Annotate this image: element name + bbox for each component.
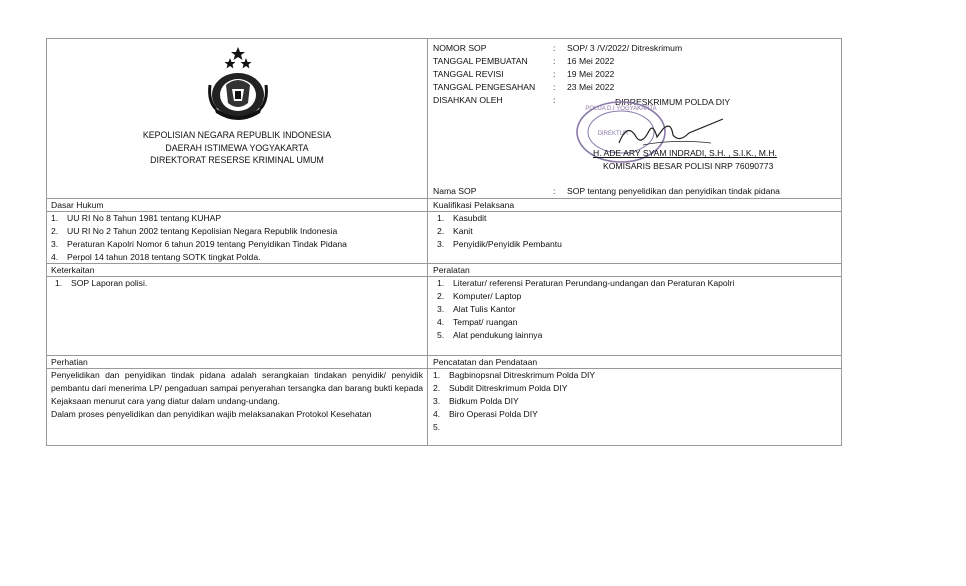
list-item: 3. Penyidik/Penyidik Pembantu — [437, 239, 562, 249]
perhatian-paragraph: Penyelidikan dan penyidikan tindak pidana adalah serangkaian tindakan penyidik/ penyidik pembantu dari menerima LP/ pengaduan sampai penyerahan tersangka dan barang bukti kepada Kejaksaan menurut cara yang diatur dalam undang-undang. — [51, 370, 423, 406]
perhatian-paragraph: Dalam proses penyelidikan dan penyidikan wajib melaksanakan Protokol Kesehatan — [51, 409, 372, 419]
org-line: DIREKTORAT RESERSE KRIMINAL UMUM — [150, 155, 324, 165]
list-item: 1. SOP Laporan polisi. — [55, 278, 148, 288]
list-item: 3. Bidkum Polda DIY — [433, 396, 519, 406]
meta-label: NOMOR SOP — [433, 43, 487, 53]
dasar-hukum-list — [51, 212, 347, 264]
nama-sop-value: SOP tentang penyelidikan dan penyidikan tindak pidana — [567, 186, 780, 196]
meta-colon: : — [553, 43, 556, 53]
list-item: 2. Subdit Ditreskrimum Polda DIY — [433, 383, 568, 393]
section-title-dasar-hukum: Dasar Hukum — [51, 200, 104, 210]
section-title-keterkaitan: Keterkaitan — [51, 265, 95, 275]
sop-document — [46, 38, 842, 446]
section-title-perhatian: Perhatian — [51, 357, 88, 367]
section-title-peralatan: Peralatan — [433, 265, 470, 275]
police-emblem-icon — [204, 45, 272, 121]
list-item: 1. Kasubdit — [437, 213, 487, 223]
column-divider — [427, 39, 428, 445]
list-item: 4. Biro Operasi Polda DIY — [433, 409, 538, 419]
peralatan-list — [437, 277, 734, 342]
list-item: 2. Komputer/ Laptop — [437, 291, 522, 301]
list-item: 3. Peraturan Kapolri Nomor 6 tahun 2019 tentang Penyidikan Tindak Pidana — [51, 239, 347, 249]
nama-sop-label: Nama SOP — [433, 186, 477, 196]
approver-rank: KOMISARIS BESAR POLISI NRP 76090773 — [603, 161, 774, 171]
meta-label: TANGGAL PENGESAHAN — [433, 82, 536, 92]
org-line: DAERAH ISTIMEWA YOGYAKARTA — [165, 142, 309, 153]
kualifikasi-list — [437, 212, 562, 251]
stamp-text: POLDA D.I YOGYAKARTA — [585, 106, 657, 112]
meta-colon: : — [553, 56, 556, 66]
meta-value: 23 Mei 2022 — [567, 82, 615, 92]
meta-label: TANGGAL PEMBUATAN — [433, 56, 528, 66]
meta-colon: : — [553, 95, 556, 105]
approver-name: H. ADE ARY SYAM INDRADI, S.H. , S.I.K., M.H. — [593, 148, 777, 158]
meta-value: 19 Mei 2022 — [567, 69, 615, 79]
keterkaitan-list — [55, 277, 147, 290]
meta-value: 16 Mei 2022 — [567, 56, 615, 66]
meta-value: SOP/ 3 /V/2022/ Ditreskrimum — [567, 43, 683, 53]
list-item: 1. Bagbinopsnal Ditreskrimum Polda DIY — [433, 370, 596, 380]
list-item: 4. Perpol 14 tahun 2018 tentang SOTK tingkat Polda. — [51, 252, 261, 262]
pencatatan-list: 1. Bagbinopsnal Ditreskrimum Polda DIY 2. Subdit Ditreskrimum Polda DIY 3. Bidkum Polda DIY 4. Biro Operasi Polda DIY 5. — [433, 370, 596, 432]
section-title-kualifikasi: Kualifikasi Pelaksana — [433, 200, 515, 210]
list-item: 1. Literatur/ referensi Peraturan Perundang-undangan dan Peraturan Kapolri — [437, 278, 735, 288]
org-line: KEPOLISIAN NEGARA REPUBLIK INDONESIA — [142, 130, 332, 140]
list-item: 2. UU RI No 2 Tahun 2002 tentang Kepolisian Negara Republik Indonesia — [51, 226, 338, 236]
organization-header — [47, 129, 427, 167]
perhatian-text — [51, 369, 423, 421]
meta-label: TANGGAL REVISI — [433, 69, 504, 79]
list-item: 3. Alat Tulis Kantor — [437, 304, 516, 314]
meta-label: DISAHKAN OLEH — [433, 95, 503, 105]
meta-colon: : — [553, 186, 556, 196]
list-item: 2. Kanit — [437, 226, 473, 236]
meta-colon: : — [553, 82, 556, 92]
list-item: 5. Alat pendukung lainnya — [437, 330, 543, 340]
section-title-pencatatan: Pencatatan dan Pendataan — [433, 357, 538, 367]
stamp-inner: DIREKTUR — [597, 131, 629, 137]
list-item: 4. Tempat/ ruangan — [437, 317, 518, 327]
list-item: 1. UU RI No 8 Tahun 1981 tentang KUHAP — [51, 213, 222, 223]
approver-title: DIRRESKRIMUM POLDA DIY — [615, 97, 731, 107]
meta-colon: : — [553, 69, 556, 79]
